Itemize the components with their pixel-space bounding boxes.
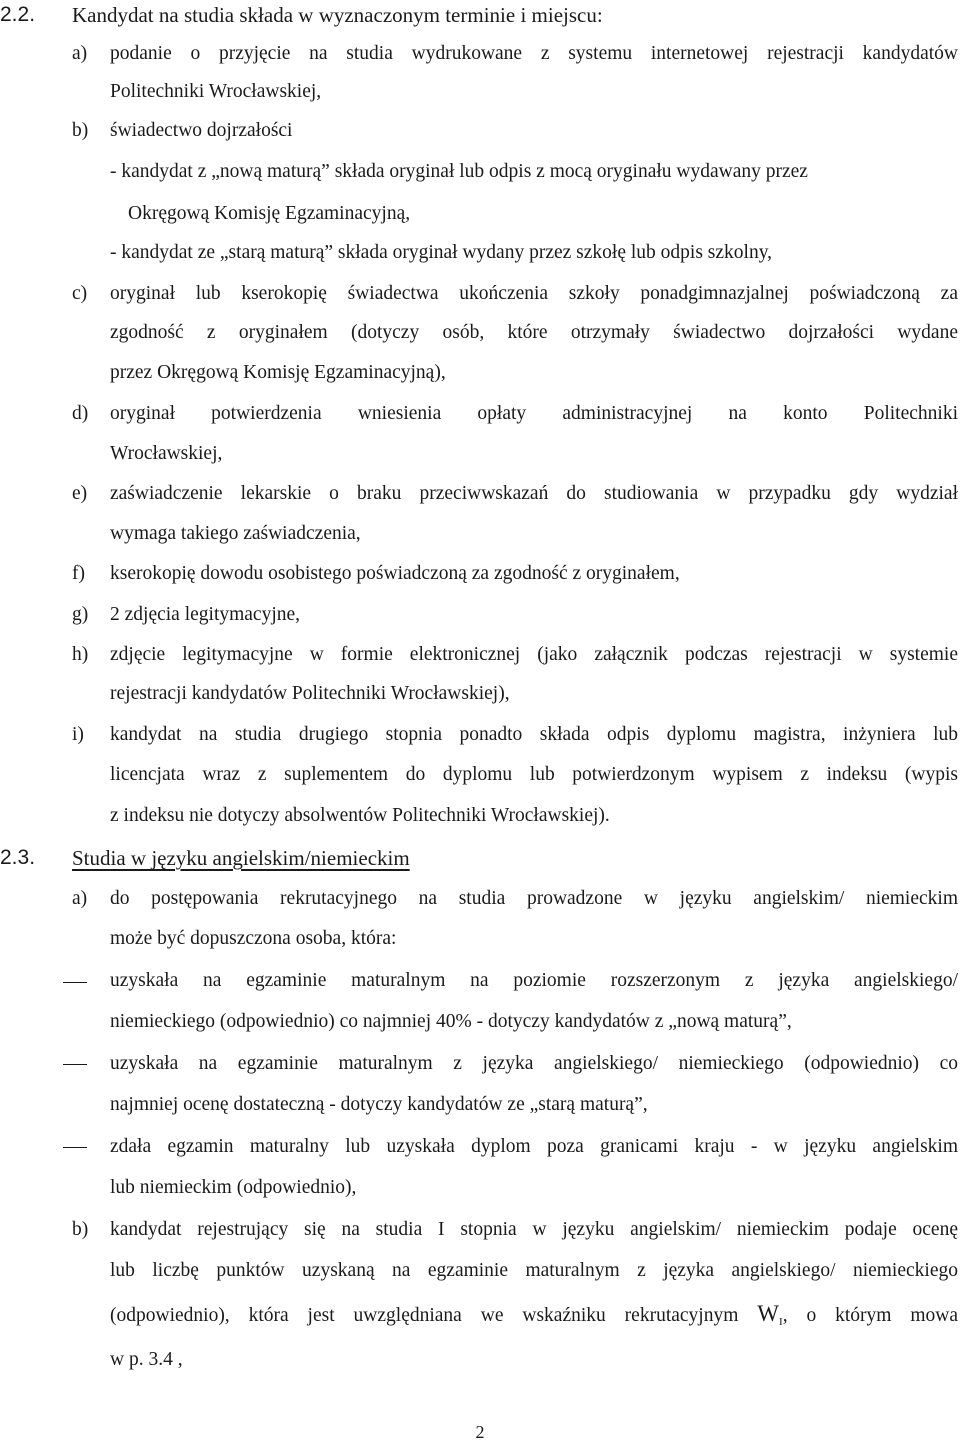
item-2-3-b-line-2: lub liczbę punktów uzyskaną na egzaminie maturalnym z języka angielskiego/ niemieckiego [110, 1261, 958, 1281]
matura-new-line-2: Okręgową Komisję Egzaminacyjną, [128, 203, 411, 224]
item-h-marker: h) [72, 644, 89, 665]
dash-item-3-line-2: lub niemieckim (odpowiednio), [110, 1177, 357, 1198]
item-2-3-b-line-3: (odpowiednio), która jest uwzględniana we wskaźniku rekrutacyjnym $W_I$, o którym mowa [110, 1302, 958, 1328]
item-d-marker: d) [72, 403, 89, 424]
dash-item-2-line-1: uzyskała na egzaminie maturalnym z języka angielskiego/ niemieckiego (odpowiednio) co [110, 1054, 958, 1074]
item-e-line-2: wymaga takiego zaświadczenia, [110, 523, 361, 544]
item-e-marker: e) [72, 483, 88, 504]
page-number: 2 [475, 1422, 485, 1442]
item-2-3-a-line-1: do postępowania rekrutacyjnego na studia prowadzone w języku angielskim/ niemieckim [110, 889, 958, 909]
item-b-marker: b) [72, 120, 89, 141]
item-2-3-a-marker: a) [72, 888, 88, 909]
item-h-line-1: zdjęcie legitymacyjne w formie elektronicznej (jako załącznik podczas rejestracji w systemie [110, 645, 958, 665]
item-d-line-1: oryginał potwierdzenia wniesienia opłaty administracyjnej na konto Politechniki [110, 404, 958, 424]
item-i-line-1: kandydat na studia drugiego stopnia ponadto składa odpis dyplomu magistra, inżyniera lub [110, 725, 958, 745]
item-c-line-3: przez Okręgową Komisję Egzaminacyjną), [110, 362, 446, 383]
dash-item-1-line-1: uzyskała na egzaminie maturalnym na poziomie rozszerzonym z języka angielskiego/ [110, 971, 958, 991]
item-g-marker: g) [72, 604, 89, 625]
item-a-line-1: podanie o przyjęcie na studia wydrukowane z systemu internetowej rejestracji kandydatów [110, 44, 958, 64]
item-2-3-b-line-1: kandydat rejestrujący się na studia I stopnia w języku angielskim/ niemieckim podaje ocenę [110, 1220, 958, 1240]
wi-symbol: W [757, 1302, 780, 1326]
item-e-line-1: zaświadczenie lekarskie o braku przeciwwskazań do studiowania w przypadku gdy wydział [110, 484, 958, 504]
item-2-3-b-marker: b) [72, 1219, 89, 1240]
dash-item-3-line-1: zdała egzamin maturalny lub uzyskała dyplom poza granicami kraju - w języku angielskim [110, 1137, 958, 1157]
matura-old-line: - kandydat ze „starą maturą” składa oryginał wydany przez szkołę lub odpis szkolny, [110, 242, 773, 263]
section-2-3-number: 2.3. [0, 846, 36, 869]
dash-bullet [63, 1147, 87, 1148]
item-i-marker: i) [72, 724, 84, 745]
item-g-line-1: 2 zdjęcia legitymacyjne, [110, 604, 301, 625]
item-a-line-2: Politechniki Wrocławskiej, [110, 81, 322, 102]
item-c-line-2: zgodność z oryginałem (dotyczy osób, które otrzymały świadectwo dojrzałości wydane [110, 323, 958, 343]
item-2-3-a-line-2: może być dopuszczona osoba, która: [110, 928, 397, 949]
matura-new-line-1: - kandydat z „nową maturą” składa oryginał lub odpis z mocą oryginału wydawany przez [110, 161, 808, 182]
section-2-2-title: Kandydat na studia składa w wyznaczonym terminie i miejscu: [72, 3, 603, 27]
dash-item-2-line-2: najmniej ocenę dostateczną - dotyczy kandydatów ze „starą maturą”, [110, 1094, 648, 1115]
item-f-line-1: kserokopię dowodu osobistego poświadczoną za zgodność z oryginałem, [110, 563, 680, 584]
item-i-line-3: z indeksu nie dotyczy absolwentów Politechniki Wrocławskiej). [110, 805, 610, 826]
item-d-line-2: Wrocławskiej, [110, 443, 223, 464]
item-i-line-2: licencjata wraz z suplementem do dyplomu lub potwierdzonym wypisem z indeksu (wypis [110, 765, 958, 785]
item-c-marker: c) [72, 283, 88, 304]
item-2-3-b-line-4: w p. 3.4 , [110, 1349, 183, 1370]
wi-subscript: I [779, 1316, 783, 1328]
item-a-marker: a) [72, 43, 88, 64]
item-f-marker: f) [72, 563, 85, 584]
dash-bullet [63, 1064, 87, 1065]
section-2-3-title: Studia w języku angielskim/niemieckim [72, 846, 410, 870]
dash-bullet [63, 982, 87, 983]
dash-item-1-line-2: niemieckiego (odpowiednio) co najmniej 40% - dotyczy kandydatów z „nową maturą”, [110, 1011, 792, 1032]
item-h-line-2: rejestracji kandydatów Politechniki Wrocławskiej), [110, 683, 510, 704]
item-b-line-1: świadectwo dojrzałości [110, 120, 293, 141]
item-c-line-1: oryginał lub kserokopię świadectwa ukończenia szkoły ponadgimnazjalnej poświadczoną za [110, 284, 958, 304]
section-2-2-number: 2.2. [0, 3, 36, 26]
